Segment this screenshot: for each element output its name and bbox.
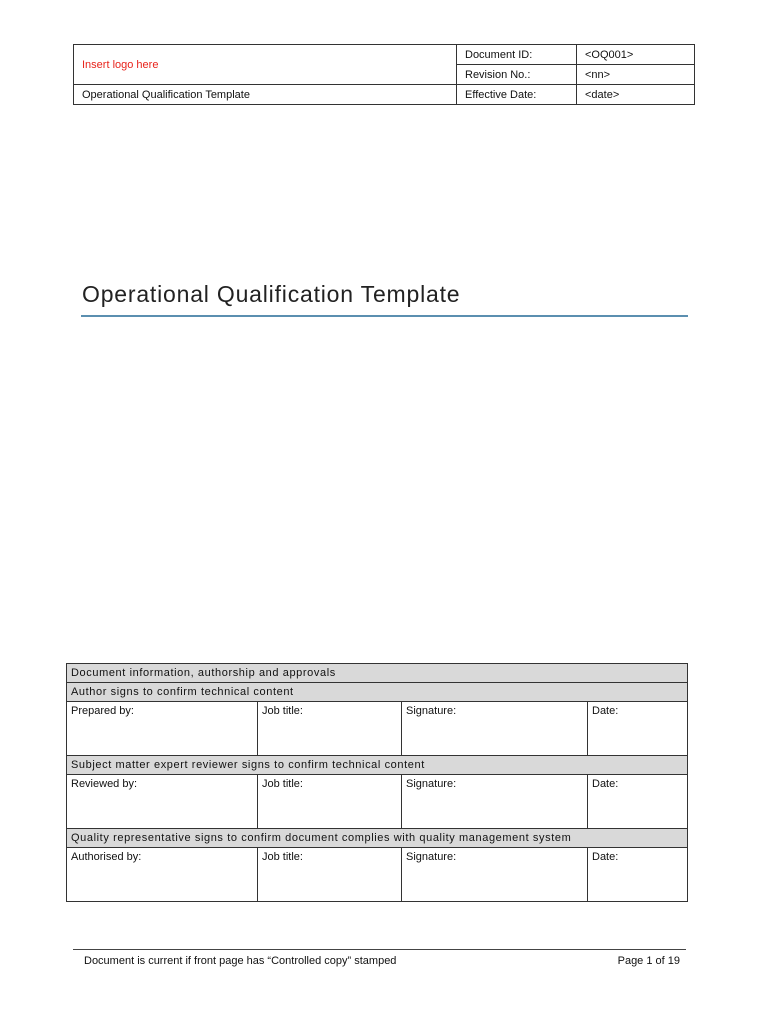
template-name: Operational Qualification Template — [74, 85, 457, 105]
document-id-label: Document ID: — [457, 45, 577, 65]
author-signature-field[interactable]: Signature: — [402, 702, 588, 756]
quality-row — [67, 848, 688, 902]
page-number: Page 1 of 19 — [617, 955, 680, 967]
effective-date-value: <date> — [577, 85, 695, 105]
prepared-by-field[interactable]: Prepared by: — [67, 702, 258, 756]
author-section-heading: Author signs to confirm technical content — [67, 683, 688, 702]
author-row — [67, 702, 688, 756]
footer-note: Document is current if front page has “Controlled copy” stamped — [84, 955, 397, 967]
reviewed-by-field[interactable]: Reviewed by: — [67, 775, 258, 829]
reviewer-job-title-field[interactable]: Job title: — [258, 775, 402, 829]
footer-rule — [73, 949, 686, 950]
author-date-field[interactable]: Date: — [588, 702, 688, 756]
quality-signature-field[interactable]: Signature: — [402, 848, 588, 902]
quality-job-title-field[interactable]: Job title: — [258, 848, 402, 902]
authorised-by-field[interactable]: Authorised by: — [67, 848, 258, 902]
reviewer-row — [67, 775, 688, 829]
quality-section-heading: Quality representative signs to confirm document complies with quality management system — [67, 829, 688, 848]
document-header-table — [73, 44, 695, 105]
reviewer-signature-field[interactable]: Signature: — [402, 775, 588, 829]
sme-section-heading: Subject matter expert reviewer signs to confirm technical content — [67, 756, 688, 775]
title-underline — [81, 315, 688, 317]
document-id-value: <OQ001> — [577, 45, 695, 65]
revision-label: Revision No.: — [457, 65, 577, 85]
author-job-title-field[interactable]: Job title: — [258, 702, 402, 756]
effective-date-label: Effective Date: — [457, 85, 577, 105]
page-title: Operational Qualification Template — [82, 281, 461, 307]
quality-date-field[interactable]: Date: — [588, 848, 688, 902]
reviewer-date-field[interactable]: Date: — [588, 775, 688, 829]
approvals-table — [66, 663, 688, 902]
logo-placeholder: Insert logo here — [74, 45, 457, 85]
revision-value: <nn> — [577, 65, 695, 85]
approvals-heading: Document information, authorship and approvals — [67, 664, 688, 683]
